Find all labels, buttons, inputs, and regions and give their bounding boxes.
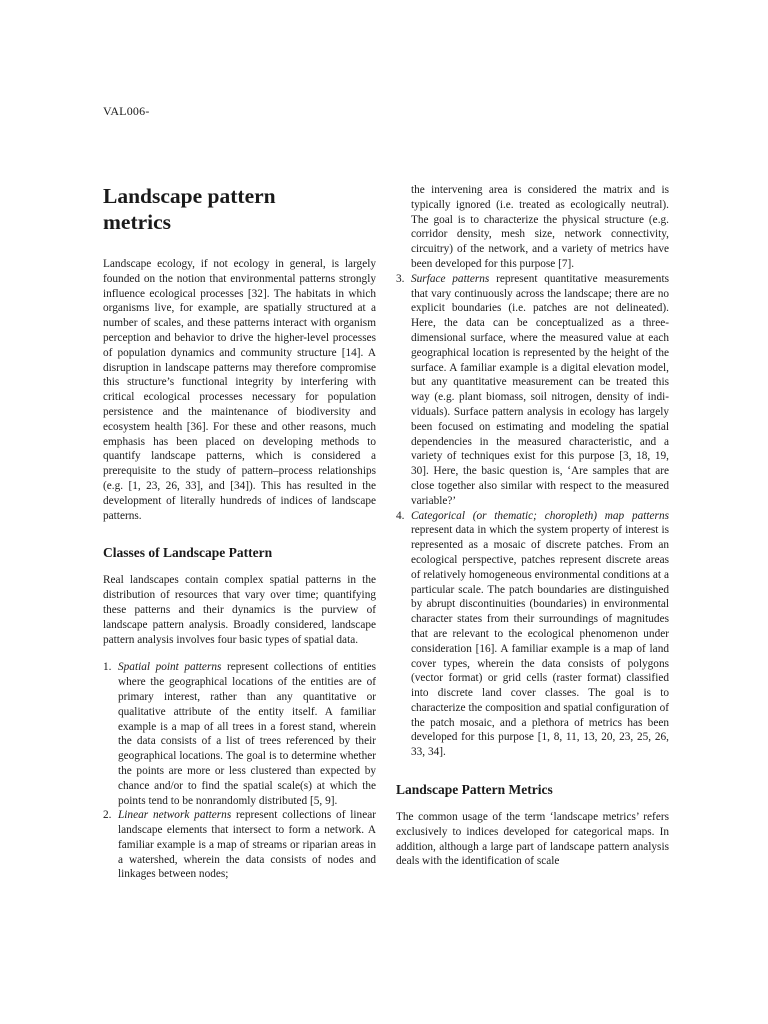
list-item-text: represent collections of linear landscape elements that intersect to form a network. A familiar example is a map of streams or riparian areas in a watershed, wherein the data consists of nodes and linkages between nodes; — [118, 809, 376, 881]
list-item-number: 1. — [103, 661, 112, 674]
right-column — [396, 183, 669, 869]
list-item — [103, 808, 376, 882]
intro-paragraph: Landscape ecology, if not ecology in general, is largely founded on the notion that environmental patterns strongly influence ecological processes [32]. The habitats in which organisms live, for example, are spatially structured at a number of scales, and these patterns interact with organism perception and behavior to drive the higher-level processes of population dynamics and community structure [14]. A disruption in landscape patterns may therefore compromise this structure’s functional integrity by interfering with critical ecological processes necessary for population persistence and the maintenance of biodiversity and ecosystem health [36]. For these and other reasons, much emphasis has been placed on developing methods to quantify landscape patterns, which is considered a prerequisite to the study of pattern–process relationships (e.g. [1, 23, 26, 33], and [34]). This has resulted in the development of literally hundreds of indices of landscape patterns. — [103, 258, 376, 522]
list-item — [396, 272, 669, 509]
list-item-term: Categorical (or thematic; choropleth) map patterns — [411, 509, 669, 522]
list-item-continuation: the intervening area is considered the matrix and is typically ignored (i.e. treated as ecologically neutral). The goal is to characterize the physical structure (e.g. corridor density, mesh size, network connectivity, circuitry) of the network, and a variety of metrics have been developed for this purpose [7]. — [411, 184, 669, 270]
metrics-paragraph: The common usage of the term ‘landscape metrics’ refers exclusively to indices developed for categorical maps. In addition, although a large part of landscape pattern analysis deals with the identification of scale — [396, 811, 669, 868]
article-code: VAL006- — [103, 104, 150, 118]
list-item — [103, 660, 376, 808]
list-item-number: 3. — [396, 272, 405, 285]
section-heading-classes: Classes of Landscape Pattern — [103, 545, 273, 561]
pattern-types-list — [103, 660, 376, 882]
list-item — [396, 509, 669, 761]
list-item-number: 4. — [396, 509, 405, 522]
section-heading-metrics: Landscape Pattern Metrics — [396, 782, 553, 798]
list-item-text: represent quantitative measurements that vary continuously across the landscape; there are no explicit boundaries (i.e. patches are not delineated). Here, the data can be conceptualized as a three-dimensional surface, where the measured value at each geographical location is represented by the height of the surface. A familiar example is a digital elevation model, but any quantitative measurement can be treated this way (e.g. plant biomass, soil nitrogen, density of individuals). Surface pattern analysis in ecology has largely been focused on estimating and modeling the spatial dependencies in the measured characteristic, and a variety of techniques exist for this purpose [3, 18, 19, 30]. Here, the basic question is, ‘Are samples that are close together also similar with respect to the measured variable?’ — [411, 272, 669, 507]
list-item-text: represent data in which the system property of interest is represented as a mosaic of discrete patches. From an ecological perspective, patches represent discrete areas of relatively homogeneous environmental conditions at a particular scale. The patch boundaries are distinguished by abrupt discontinuities (boundaries) in environmental character states from their surroundings of magnitudes that are relevant to the ecological phenomenon under consideration [16]. A familiar example is a map of land cover types, wherein the data consists of polygons (vector format) or grid cells (raster format) classified into discrete land cover classes. The goal is to characterize the composition and spatial configuration of the patch mosaic, and a plethora of metrics has been developed for this purpose [1, 8, 11, 13, 20, 23, 25, 26, 33, 34]. — [411, 524, 669, 759]
list-item-term: Linear network patterns — [118, 809, 232, 822]
pattern-types-list-continued — [396, 272, 669, 760]
list-item-term: Surface patterns — [411, 272, 490, 285]
article-title: Landscape pattern metrics — [103, 184, 276, 234]
list-item-term: Spatial point patterns — [118, 661, 222, 674]
classes-paragraph: Real landscapes contain complex spatial patterns in the distribution of resources that vary over time; quantifying these patterns and their dynamics is the purview of landscape pattern analysis. Broadly considered, landscape pattern analysis involves four basic types of spatial data. — [103, 574, 376, 646]
list-item-text: represent collections of entities where the geographical locations of the entities are of primary interest, rather than any quantitative or qualitative attribute of the entity itself. A familiar example is a map of all trees in a forest stand, wherein the data consists of a list of trees referenced by their geographical locations. The goal is to determine whether the points are more or less clustered than expected by chance and/or to find the spatial scale(s) at which the points tend to be nonrandomly distributed [5, 9]. — [118, 661, 376, 807]
left-column — [103, 183, 376, 882]
list-item-number: 2. — [103, 809, 112, 822]
